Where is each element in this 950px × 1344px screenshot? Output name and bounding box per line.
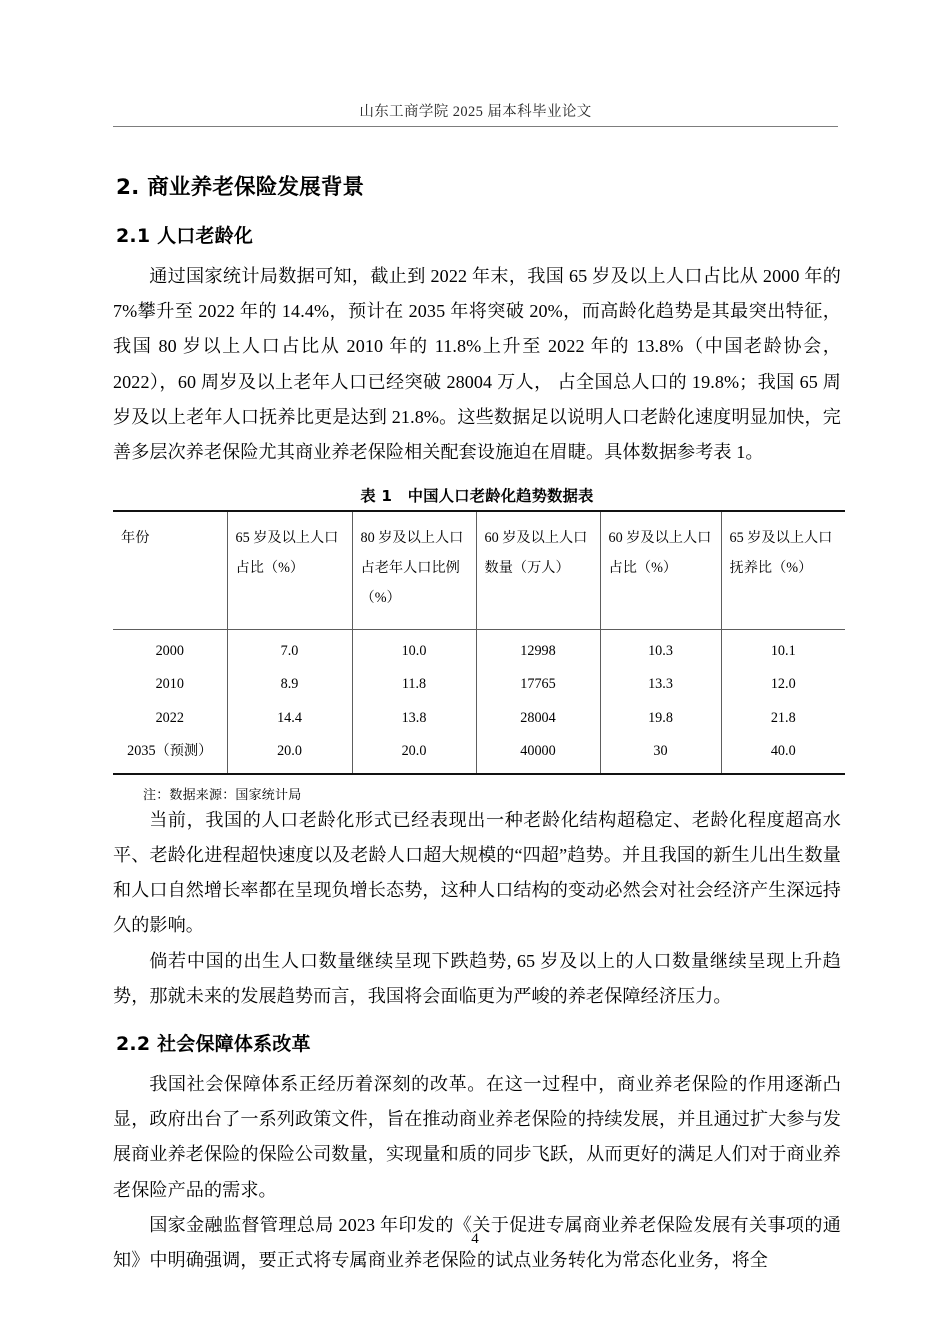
table-cell-year: 2010 — [113, 668, 227, 702]
table-cell-dependency65: 40.0 — [770, 743, 796, 760]
table-col-header-pct65 — [227, 511, 352, 630]
table-cell-pct65: 14.4 — [227, 702, 352, 736]
paragraph-3: 倘若中国的出生人口数量继续呈现下跌趋势, 65 岁及以上的人口数量继续呈现上升趋势，那就未来的发展趋势而言，我国将会面临更为严峻的养老保障经济压力。 — [113, 950, 841, 1007]
header-divider-rule — [113, 126, 838, 127]
header-line: 60 岁及以上人口 — [608, 529, 712, 546]
table-header-row — [113, 511, 845, 630]
aging-trend-table — [113, 510, 845, 775]
subsection-heading-2-1: 2.1 人口老龄化 — [116, 225, 254, 248]
table-cell-count60: 40000 — [476, 735, 600, 774]
table-cell-pct60: 13.3 — [600, 668, 721, 702]
table-cell-dependency65: 10.1 — [770, 642, 796, 659]
table-cell-count60: 28004 — [476, 702, 600, 736]
header-line: 65 岁及以上人口 — [235, 529, 339, 546]
table-row — [113, 702, 845, 736]
table-cell-dependency65: 12.0 — [770, 676, 796, 693]
table-col-header-pct80 — [352, 511, 476, 630]
table-cell-year: 2035（预测） — [113, 735, 227, 774]
header-line: 抚养比（%） — [729, 559, 813, 576]
chapter-heading: 2. 商业养老保险发展背景 — [116, 175, 365, 200]
table-caption: 表 1 中国人口老龄化趋势数据表 — [360, 486, 594, 505]
header-line: （%） — [360, 589, 401, 606]
table-cell-pct80: 13.8 — [352, 702, 476, 736]
table-cell-pct65: 8.9 — [227, 668, 352, 702]
table-cell-dependency65: 21.8 — [770, 709, 796, 726]
table-row — [113, 668, 845, 702]
table-cell-year: 2000 — [113, 629, 227, 668]
table-body — [113, 629, 845, 774]
table-cell-count60: 17765 — [476, 668, 600, 702]
paragraph-5: 国家金融监督管理总局 2023 年印发的《关于促进专属商业养老保险发展有关事项的通知》中明确强调，要正式将专属商业养老保险的试点业务转化为常态化业务，将全 — [113, 1215, 841, 1271]
table-cell-pct60: 19.8 — [600, 702, 721, 736]
table-cell-count60: 12998 — [476, 629, 600, 668]
table-cell-pct80: 10.0 — [352, 629, 476, 668]
header-line: 占老年人口比例 — [360, 559, 460, 576]
table-col-header-pct60 — [600, 511, 721, 630]
table-cell-pct80: 11.8 — [352, 668, 476, 702]
header-line: 占比（%） — [235, 559, 305, 576]
running-header-title: 山东工商学院 2025 届本科毕业论文 — [359, 104, 592, 120]
subsection-heading-2-2: 2.2 社会保障体系改革 — [116, 1033, 311, 1056]
table-col-header-year — [113, 511, 227, 630]
table-cell-pct65: 20.0 — [227, 735, 352, 774]
header-line: 80 岁及以上人口 — [360, 529, 464, 546]
table-cell-pct60: 30 — [600, 735, 721, 774]
header-line: 数量（万人） — [484, 559, 570, 576]
table-cell-pct60: 10.3 — [600, 629, 721, 668]
paragraph-2: 当前，我国的人口老龄化形式已经表现出一种老龄化结构超稳定、老龄化程度超高水平、老龄化进程超快速度以及老龄人口超大规模的“四超”趋势。并且我国的新生儿出生数量和人口自然增长率都在呈现负增长态势，这种人口结构的变动必然会对社会经济产生深远持久的影响。 — [113, 809, 841, 936]
running-header — [113, 104, 838, 127]
header-line: 65 岁及以上人口 — [729, 529, 833, 546]
header-line: 60 岁及以上人口 — [484, 529, 588, 546]
table-col-header-count60 — [476, 511, 600, 630]
table-header — [113, 511, 845, 630]
table-col-header-dependency65 — [721, 511, 845, 630]
table-row — [113, 735, 845, 774]
page-content — [113, 158, 841, 1279]
header-line: 年份 — [121, 529, 150, 546]
table-cell-year: 2022 — [113, 702, 227, 736]
table-cell-pct80: 20.0 — [352, 735, 476, 774]
table-source-note: 注：数据来源：国家统计局 — [143, 787, 302, 803]
paragraph-1: 通过国家统计局数据可知，截止到 2022 年末，我国 65 岁及以上人口占比从 2000 年的 7%攀升至 2022 年的 14.4%，预计在 2035 年将突破 20%，而高龄化趋势是其最突出特征，我国 80 岁以上人口占比从 2010 年的 11.8%上升至 2022 年的 13.8%（中国老龄协会，2022），60 周岁及以上老年人口已经突破 28004 万人， 占全国总人口的 19.8%；我国 65 周岁及以上老年人口抚养比更是达到 21.8%。这些数据足以说明人口老龄化速度明显加快，完善多层次养老保险尤其商业养老保险相关配套设施迫在眉睫。具体数据参考表 1。 — [113, 265, 841, 463]
paragraph-4: 我国社会保障体系正经历着深刻的改革。在这一过程中，商业养老保险的作用逐渐凸显，政府出台了一系列政策文件，旨在推动商业养老保险的持续发展，并且通过扩大参与发展商业养老保险的保险公司数量，实现量和质的同步飞跃，从而更好的满足人们对于商业养老保险产品的需求。 — [113, 1073, 841, 1200]
table-row — [113, 629, 845, 668]
page-number: 4 — [471, 1231, 479, 1247]
table-cell-pct65: 7.0 — [227, 629, 352, 668]
header-line: 占比（%） — [608, 559, 678, 576]
